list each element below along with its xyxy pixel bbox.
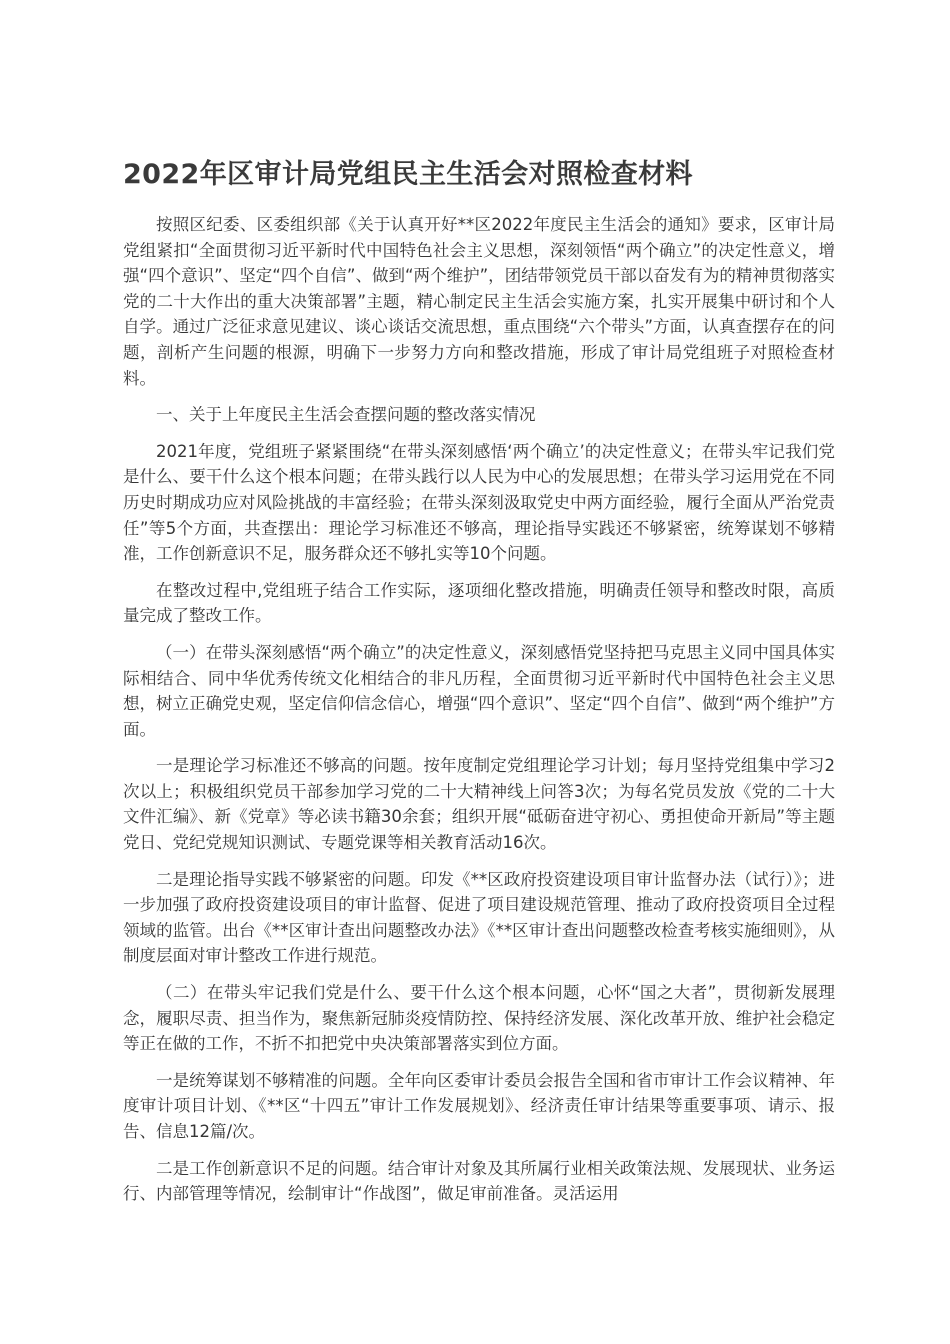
- paragraph: 在整改过程中,党组班子结合工作实际，逐项细化整改措施，明确责任领导和整改时限，高质量完成了整改工作。: [123, 580, 835, 626]
- subsection-heading: （二）在带头牢记我们党是什么、要干什么这个根本问题，心怀“国之大者”，贯彻新发展理念，履职尽责、担当作为，聚焦新冠肺炎疫情防控、保持经济发展、深化改革开放、维护社会稳定等正在做的工作，不折不扣把党中央决策部署落实到位方面。: [123, 983, 835, 1054]
- intro-paragraph: 按照区纪委、区委组织部《关于认真开好**区2022年度民主生活会的通知》要求，区审计局党组紧扣“全面贯彻习近平新时代中国特色社会主义思想，深刻领悟“两个确立”的决定性意义，增强“四个意识”、坚定“四个自信”、做到“两个维护”，团结带领党员干部以奋发有为的精神贯彻落实党的二十大作出的重大决策部署”主题，精心制定民主生活会实施方案，扎实开展集中研讨和个人自学。通过广泛征求意见建议、谈心谈话交流思想，重点围绕“六个带头”方面，认真查摆存在的问题，剖析产生问题的根源，明确下一步努力方向和整改措施，形成了审计局党组班子对照检查材料。: [123, 215, 835, 388]
- document-body: [123, 212, 835, 1218]
- paragraph: 2021年度，党组班子紧紧围绕“在带头深刻感悟‘两个确立’的决定性意义；在带头牢记我们党是什么、要干什么这个根本问题；在带头践行以人民为中心的发展思想；在带头学习运用党在不同历史时期成功应对风险挑战的丰富经验；在带头深刻汲取党史中两方面经验，履行全面从严治党责任”等5个方面，共查摆出：理论学习标准还不够高，理论指导实践还不够紧密，统筹谋划不够精准，工作创新意识不足，服务群众还不够扎实等10个问题。: [123, 441, 835, 564]
- section-heading: 一、关于上年度民主生活会查摆问题的整改落实情况: [156, 405, 536, 425]
- paragraph: 一是统筹谋划不够精准的问题。全年向区委审计委员会报告全国和省市审计工作会议精神、年度审计项目计划、《**区“十四五”审计工作发展规划》、经济责任审计结果等重要事项、请示、报告、信息12篇/次。: [123, 1070, 835, 1141]
- page-title: 2022年区审计局党组民主生活会对照检查材料: [123, 159, 693, 190]
- paragraph: 一是理论学习标准还不够高的问题。按年度制定党组理论学习计划；每月坚持党组集中学习2次以上；积极组织党员干部参加学习党的二十大精神线上问答3次；为每名党员发放《党的二十大文件汇编》、新《党章》等必读书籍30余套；组织开展“砥砺奋进守初心、勇担使命开新局”等主题党日、党纪党规知识测试、专题党课等相关教育活动16次。: [123, 756, 835, 853]
- subsection-heading: （一）在带头深刻感悟“两个确立”的决定性意义，深刻感悟党坚持把马克思主义同中国具体实际相结合、同中华优秀传统文化相结合的非凡历程，全面贯彻习近平新时代中国特色社会主义思想，树立正确党史观，坚定信仰信念信心，增强“四个意识”、坚定“四个自信”、做到“两个维护”方面。: [123, 642, 835, 739]
- paragraph: 二是工作创新意识不足的问题。结合审计对象及其所属行业相关政策法规、发展现状、业务运行、内部管理等情况，绘制审计“作战图”，做足审前准备。灵活运用: [123, 1158, 835, 1204]
- paragraph: 二是理论指导实践不够紧密的问题。印发《**区政府投资建设项目审计监督办法（试行）》；进一步加强了政府投资建设项目的审计监督、促进了项目建设规范管理、推动了政府投资项目全过程领域的监管。出台《**区审计查出问题整改办法》《**区审计查出问题整改检查考核实施细则》，从制度层面对审计整改工作进行规范。: [123, 869, 835, 966]
